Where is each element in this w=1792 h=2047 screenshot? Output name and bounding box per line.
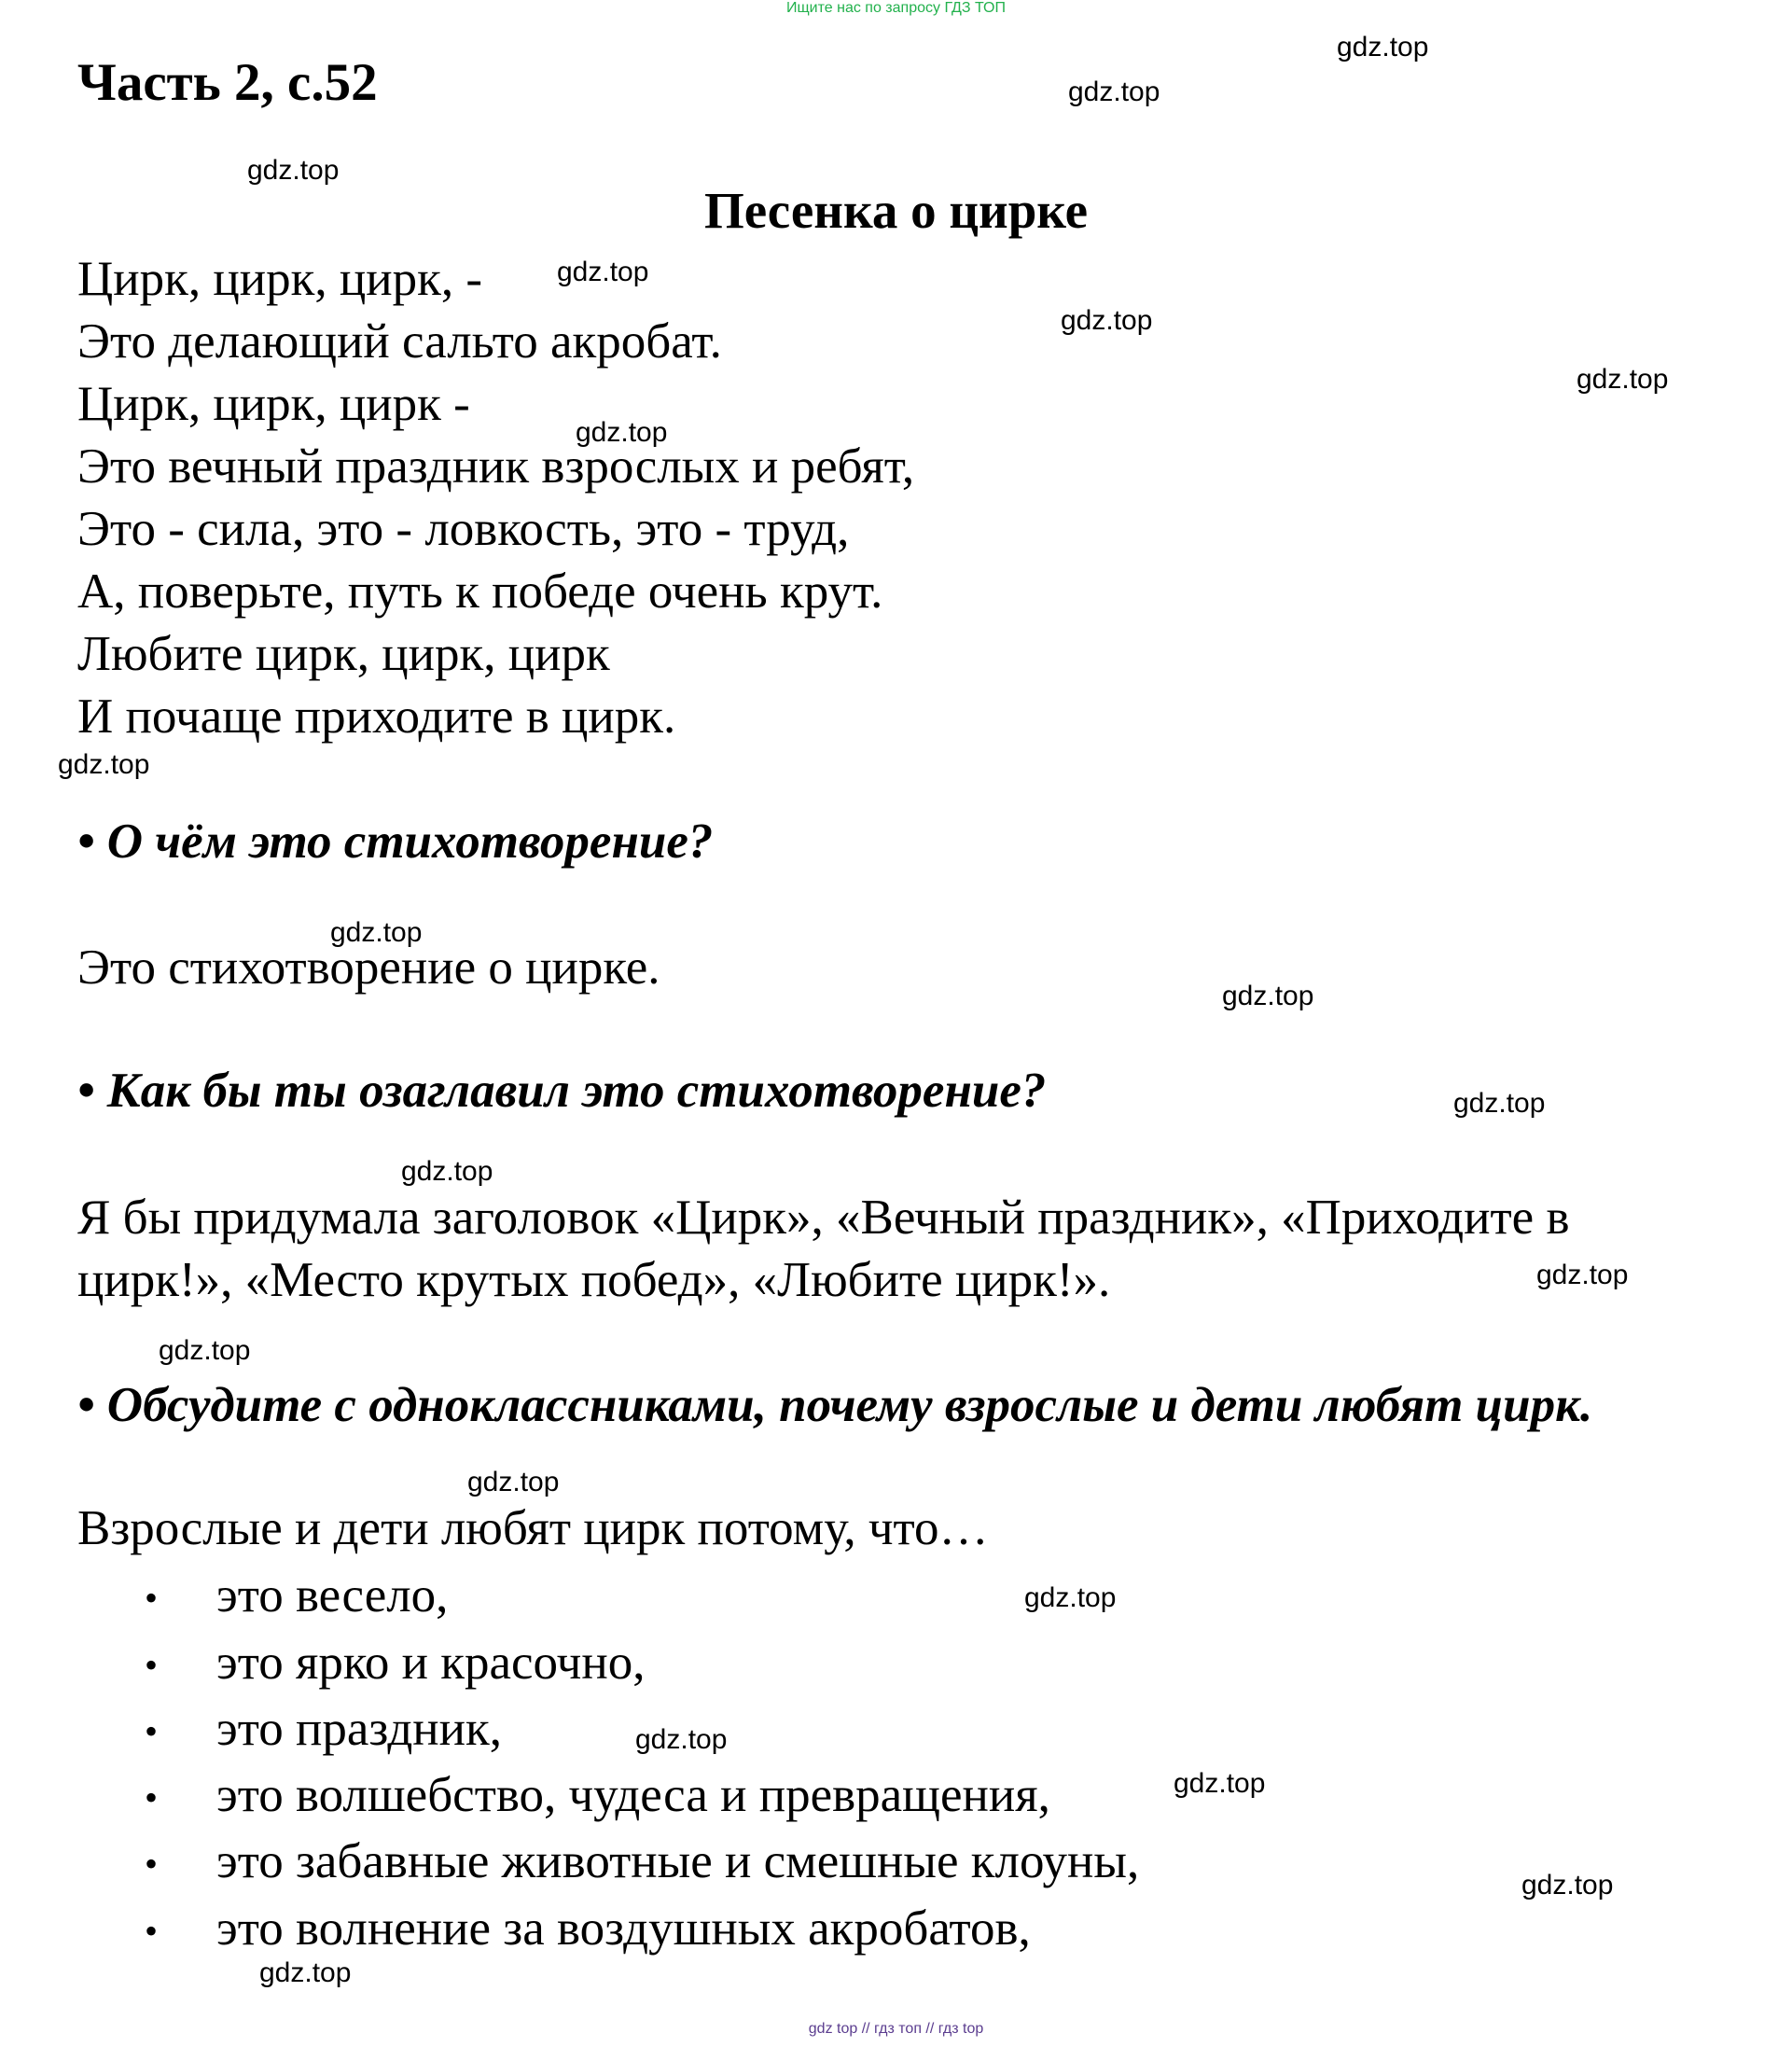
poem-line: Любите цирк, цирк, цирк bbox=[77, 627, 610, 681]
bullet-icon: • bbox=[145, 1910, 159, 1952]
list-item: это волнение за воздушных акробатов, bbox=[216, 1901, 1031, 1956]
watermark-text: gdz.top bbox=[1061, 305, 1153, 336]
watermark-text: gdz.top bbox=[1521, 1870, 1614, 1901]
question-heading: • Обсудите с одноклассниками, почему взрослые и дети любят цирк. bbox=[77, 1378, 1593, 1432]
list-item: это весело, bbox=[216, 1568, 449, 1622]
bullet-icon: • bbox=[145, 1644, 159, 1686]
watermark-text: gdz.top bbox=[330, 917, 423, 948]
list-item: это волшебство, чудеса и превращения, bbox=[216, 1768, 1050, 1822]
poem-line: Цирк, цирк, цирк, - bbox=[77, 252, 482, 306]
list-item: это ярко и красочно, bbox=[216, 1636, 646, 1690]
poem-line: Это - сила, это - ловкость, это - труд, bbox=[77, 502, 850, 556]
watermark-text: gdz.top bbox=[467, 1467, 560, 1497]
watermark-text: gdz.top bbox=[401, 1156, 493, 1187]
watermark-text: gdz.top bbox=[576, 417, 668, 448]
list-item: это забавные животные и смешные клоуны, bbox=[216, 1834, 1140, 1888]
watermark-text: gdz.top bbox=[1024, 1582, 1117, 1613]
watermark-text: gdz.top bbox=[1222, 981, 1314, 1011]
answer-line: цирк!», «Место крутых побед», «Любите цирк!». bbox=[77, 1253, 1111, 1307]
bullet-icon: • bbox=[145, 1710, 159, 1752]
watermark-text: gdz.top bbox=[259, 1957, 352, 1988]
poem-line: А, поверьте, путь к победе очень крут. bbox=[77, 564, 883, 619]
watermark-text: gdz.top bbox=[557, 257, 649, 287]
answer-line: Я бы придумала заголовок «Цирк», «Вечный праздник», «Приходите в bbox=[77, 1191, 1570, 1245]
watermark-text: gdz.top bbox=[1453, 1088, 1546, 1119]
question-heading: • Как бы ты озаглавил это стихотворение? bbox=[77, 1064, 1047, 1118]
watermark-text: gdz.top bbox=[1536, 1260, 1629, 1290]
watermark-text: gdz.top bbox=[635, 1724, 728, 1755]
bullet-icon: • bbox=[145, 1776, 159, 1818]
poem-line: Цирк, цирк, цирк - bbox=[77, 377, 470, 431]
top-banner[interactable]: Ищите нас по запросу ГДЗ ТОП bbox=[786, 0, 1006, 16]
watermark-text: gdz.top bbox=[159, 1335, 251, 1366]
bottom-banner[interactable]: gdz top // гдз топ // гдз top bbox=[808, 2021, 984, 2037]
watermark-text: gdz.top bbox=[1068, 77, 1160, 107]
watermark-text: gdz.top bbox=[58, 749, 150, 780]
watermark-text: gdz.top bbox=[1337, 32, 1429, 63]
answer-line: Взрослые и дети любят цирк потому, что… bbox=[77, 1501, 989, 1555]
watermark-text: gdz.top bbox=[247, 155, 340, 186]
poem-line: Это делающий сальто акробат. bbox=[77, 314, 722, 369]
page-title: Часть 2, с.52 bbox=[77, 53, 378, 112]
bullet-icon: • bbox=[145, 1577, 159, 1619]
poem-line: И почаще приходите в цирк. bbox=[77, 689, 676, 744]
question-heading: • О чём это стихотворение? bbox=[77, 815, 714, 869]
bullet-icon: • bbox=[145, 1843, 159, 1885]
poem-line: Это вечный праздник взрослых и ребят, bbox=[77, 439, 915, 494]
watermark-text: gdz.top bbox=[1174, 1768, 1266, 1799]
list-item: это праздник, bbox=[216, 1702, 503, 1756]
poem-title: Песенка о цирке bbox=[703, 182, 1089, 239]
watermark-text: gdz.top bbox=[1577, 364, 1669, 395]
answer-line: Это стихотворение о цирке. bbox=[77, 940, 660, 995]
